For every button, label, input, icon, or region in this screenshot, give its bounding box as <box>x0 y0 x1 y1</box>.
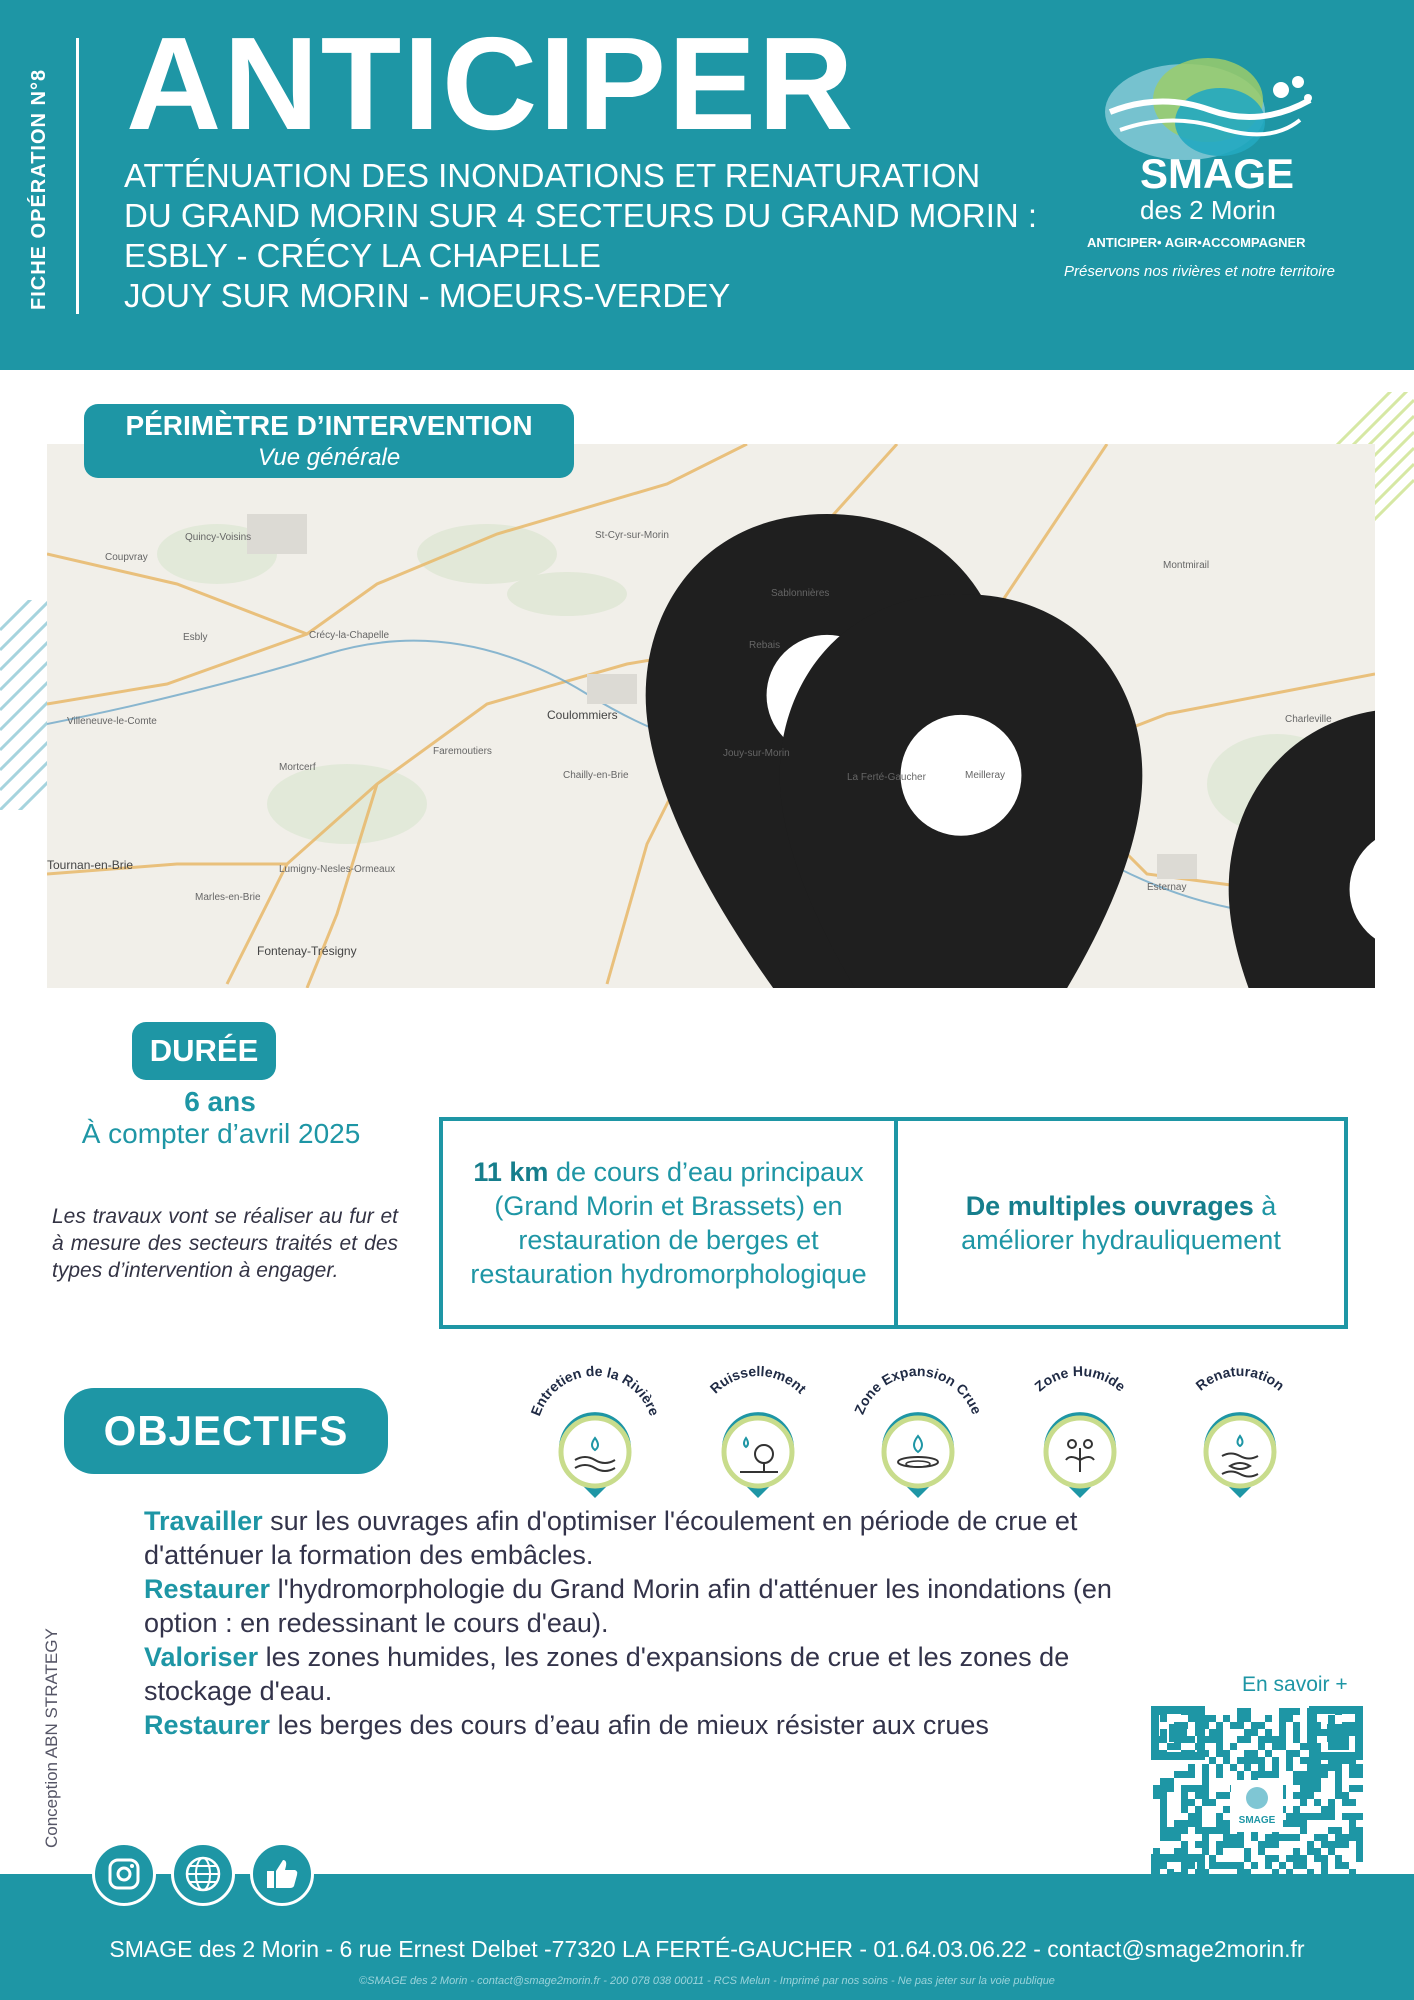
map-label: Marles-en-Brie <box>195 892 261 903</box>
page-subtitle <box>124 156 1104 316</box>
map-label: Esternay <box>1147 882 1187 893</box>
key-figure-text: à améliorer hydrauliquement <box>961 1191 1281 1255</box>
badge-label: Ruissellement <box>706 1362 810 1397</box>
website-button[interactable] <box>171 1842 235 1906</box>
map-label: Coupvray <box>105 552 148 563</box>
objective-item <box>144 1708 1134 1742</box>
map-label: Sablonnières <box>771 588 830 599</box>
footer-contact: SMAGE des 2 Morin - 6 rue Ernest Delbet -77320 LA FERTÉ-GAUCHER - 01.64.03.06.22 - contact@smage2morin.fr <box>109 1936 1305 1962</box>
duree-start: À compter d’avril 2025 <box>81 1118 361 1149</box>
map-label: Jouy-sur-Morin <box>723 748 790 759</box>
objective-verb: Valoriser <box>144 1642 259 1672</box>
map-label: La Ferté-Gaucher <box>847 772 926 783</box>
perimetre-subtitle: Vue générale <box>257 444 401 471</box>
key-figure-value: De multiples ouvrages <box>965 1191 1254 1221</box>
objective-verb: Restaurer <box>144 1710 271 1740</box>
key-figure-text: de cours d’eau principaux (Grand Morin et Brassets) en restauration de berges et restauration hydromorphologique <box>470 1157 867 1289</box>
map-marker-icon[interactable] <box>1330 857 1375 988</box>
svg-text:Zone Expansion Crue <box>851 1363 985 1417</box>
map-label: Meilleray <box>965 770 1006 781</box>
badge-river-maintenance <box>515 1362 675 1512</box>
map-marker-icon[interactable] <box>746 708 1375 988</box>
header-divider <box>76 38 79 314</box>
subtitle-line: JOUY SUR MORIN - MOEURS-VERDEY <box>124 277 731 314</box>
map-label: Charleville <box>1285 714 1332 725</box>
svg-text:Zone Humide <box>1031 1363 1128 1395</box>
badge-flood-expansion <box>838 1362 998 1512</box>
perimetre-banner <box>84 404 574 478</box>
badge-runoff <box>678 1362 838 1512</box>
map-label: Chailly-en-Brie <box>563 770 629 781</box>
objective-text: sur les ouvrages afin d'optimiser l'écoulement en période de crue et d'atténuer la formation des embâcles. <box>144 1506 1078 1570</box>
map-label: St-Cyr-sur-Morin <box>595 530 669 541</box>
instagram-icon <box>107 1857 141 1891</box>
objective-item <box>144 1504 1134 1572</box>
badge-renaturation <box>1160 1362 1320 1512</box>
svg-text:Entretien de la Rivière <box>527 1363 662 1418</box>
subtitle-line: DU GRAND MORIN SUR 4 SECTEURS DU GRAND MORIN : <box>124 197 1038 234</box>
duree-value: 6 ans <box>184 1086 256 1117</box>
qr-label[interactable]: En savoir + <box>1242 1673 1348 1696</box>
thumbs-up-icon <box>264 1856 300 1892</box>
objectifs-label: OBJECTIFS <box>64 1388 388 1474</box>
svg-text:Renaturation <box>1193 1363 1288 1394</box>
key-figure-box <box>894 1117 1348 1329</box>
perimetre-title: PÉRIMÈTRE D’INTERVENTION <box>125 410 533 441</box>
renaturation-icon <box>1160 1362 1320 1512</box>
logo-tagline: ANTICIPER• AGIR•ACCOMPAGNER <box>1087 235 1306 250</box>
objective-text: les berges des cours d’eau afin de mieux résister aux crues <box>270 1710 989 1740</box>
facebook-like-button[interactable] <box>250 1842 314 1906</box>
map-label: Lumigny-Nesles-Ormeaux <box>279 864 396 875</box>
badge-wetland <box>1000 1362 1160 1512</box>
objectives-list <box>144 1504 1134 1742</box>
subtitle-line: ESBLY - CRÉCY LA CHAPELLE <box>124 237 601 274</box>
objective-item <box>144 1572 1134 1640</box>
duree-note: Les travaux vont se réaliser au fur et à mesure des secteurs traités et des types d’intervention à engager. <box>52 1205 398 1282</box>
objective-verb: Restaurer <box>144 1574 271 1604</box>
instagram-button[interactable] <box>92 1842 156 1906</box>
map-label: Mortcerf <box>279 762 316 773</box>
key-figure-value: 11 km <box>473 1157 549 1187</box>
map-label: Coulommiers <box>547 708 618 722</box>
key-figure-box <box>439 1117 898 1329</box>
intervention-map <box>47 444 1375 988</box>
logo-name: SMAGE <box>1140 150 1295 197</box>
subtitle-line: ATTÉNUATION DES INONDATIONS ET RENATURATION <box>124 157 981 194</box>
badge-label: Zone Expansion Crue <box>850 1362 986 1417</box>
runoff-icon <box>678 1362 838 1512</box>
map-label: Crécy-la-Chapelle <box>309 630 390 641</box>
badge-label: Zone Humide <box>1031 1362 1129 1395</box>
map-label: Quincy-Voisins <box>185 532 252 543</box>
conception-credit: Conception ABN STRATEGY <box>42 1628 61 1848</box>
wetland-icon <box>1000 1362 1160 1512</box>
map-label: Villeneuve-le-Comte <box>67 716 157 727</box>
map-label: Fontenay-Trésigny <box>257 944 357 958</box>
objective-verb: Travailler <box>144 1506 263 1536</box>
logo-subname: des 2 Morin <box>1140 195 1276 225</box>
duree-label: DURÉE <box>132 1022 276 1080</box>
fiche-label: FICHE OPÉRATION N°8 <box>28 68 50 310</box>
map-label: Faremoutiers <box>433 746 492 757</box>
badge-label: Entretien de la Rivière <box>527 1362 663 1418</box>
badge-label: Renaturation <box>1192 1362 1288 1394</box>
map-label: Tournan-en-Brie <box>47 858 134 872</box>
logo-slogan: Préservons nos rivières et notre territoire <box>1064 263 1335 280</box>
map-label: Montmirail <box>1163 560 1210 571</box>
page-title: ANTICIPER <box>126 10 856 157</box>
svg-text:Ruissellement <box>707 1363 810 1397</box>
objective-text: les zones humides, les zones d'expansions de crue et les zones de stockage d'eau. <box>144 1642 1070 1706</box>
flood-expansion-icon <box>838 1362 998 1512</box>
objective-text: l'hydromorphologie du Grand Morin afin d'atténuer les inondations (en option : en redessinant le cours d'eau). <box>144 1574 1112 1638</box>
map-label: Rebais <box>749 640 781 651</box>
map-label: Esbly <box>183 632 208 643</box>
river-maintenance-icon <box>515 1362 675 1512</box>
footer-legal: ©SMAGE des 2 Morin - contact@smage2morin.fr - 200 078 038 00011 - RCS Melun - Imprimé par nos soins - Ne pas jeter sur la voie publique <box>359 1975 1055 1987</box>
objective-item <box>144 1640 1134 1708</box>
qr-logo-text: SMAGE <box>1238 1815 1276 1826</box>
globe-icon <box>184 1855 222 1893</box>
